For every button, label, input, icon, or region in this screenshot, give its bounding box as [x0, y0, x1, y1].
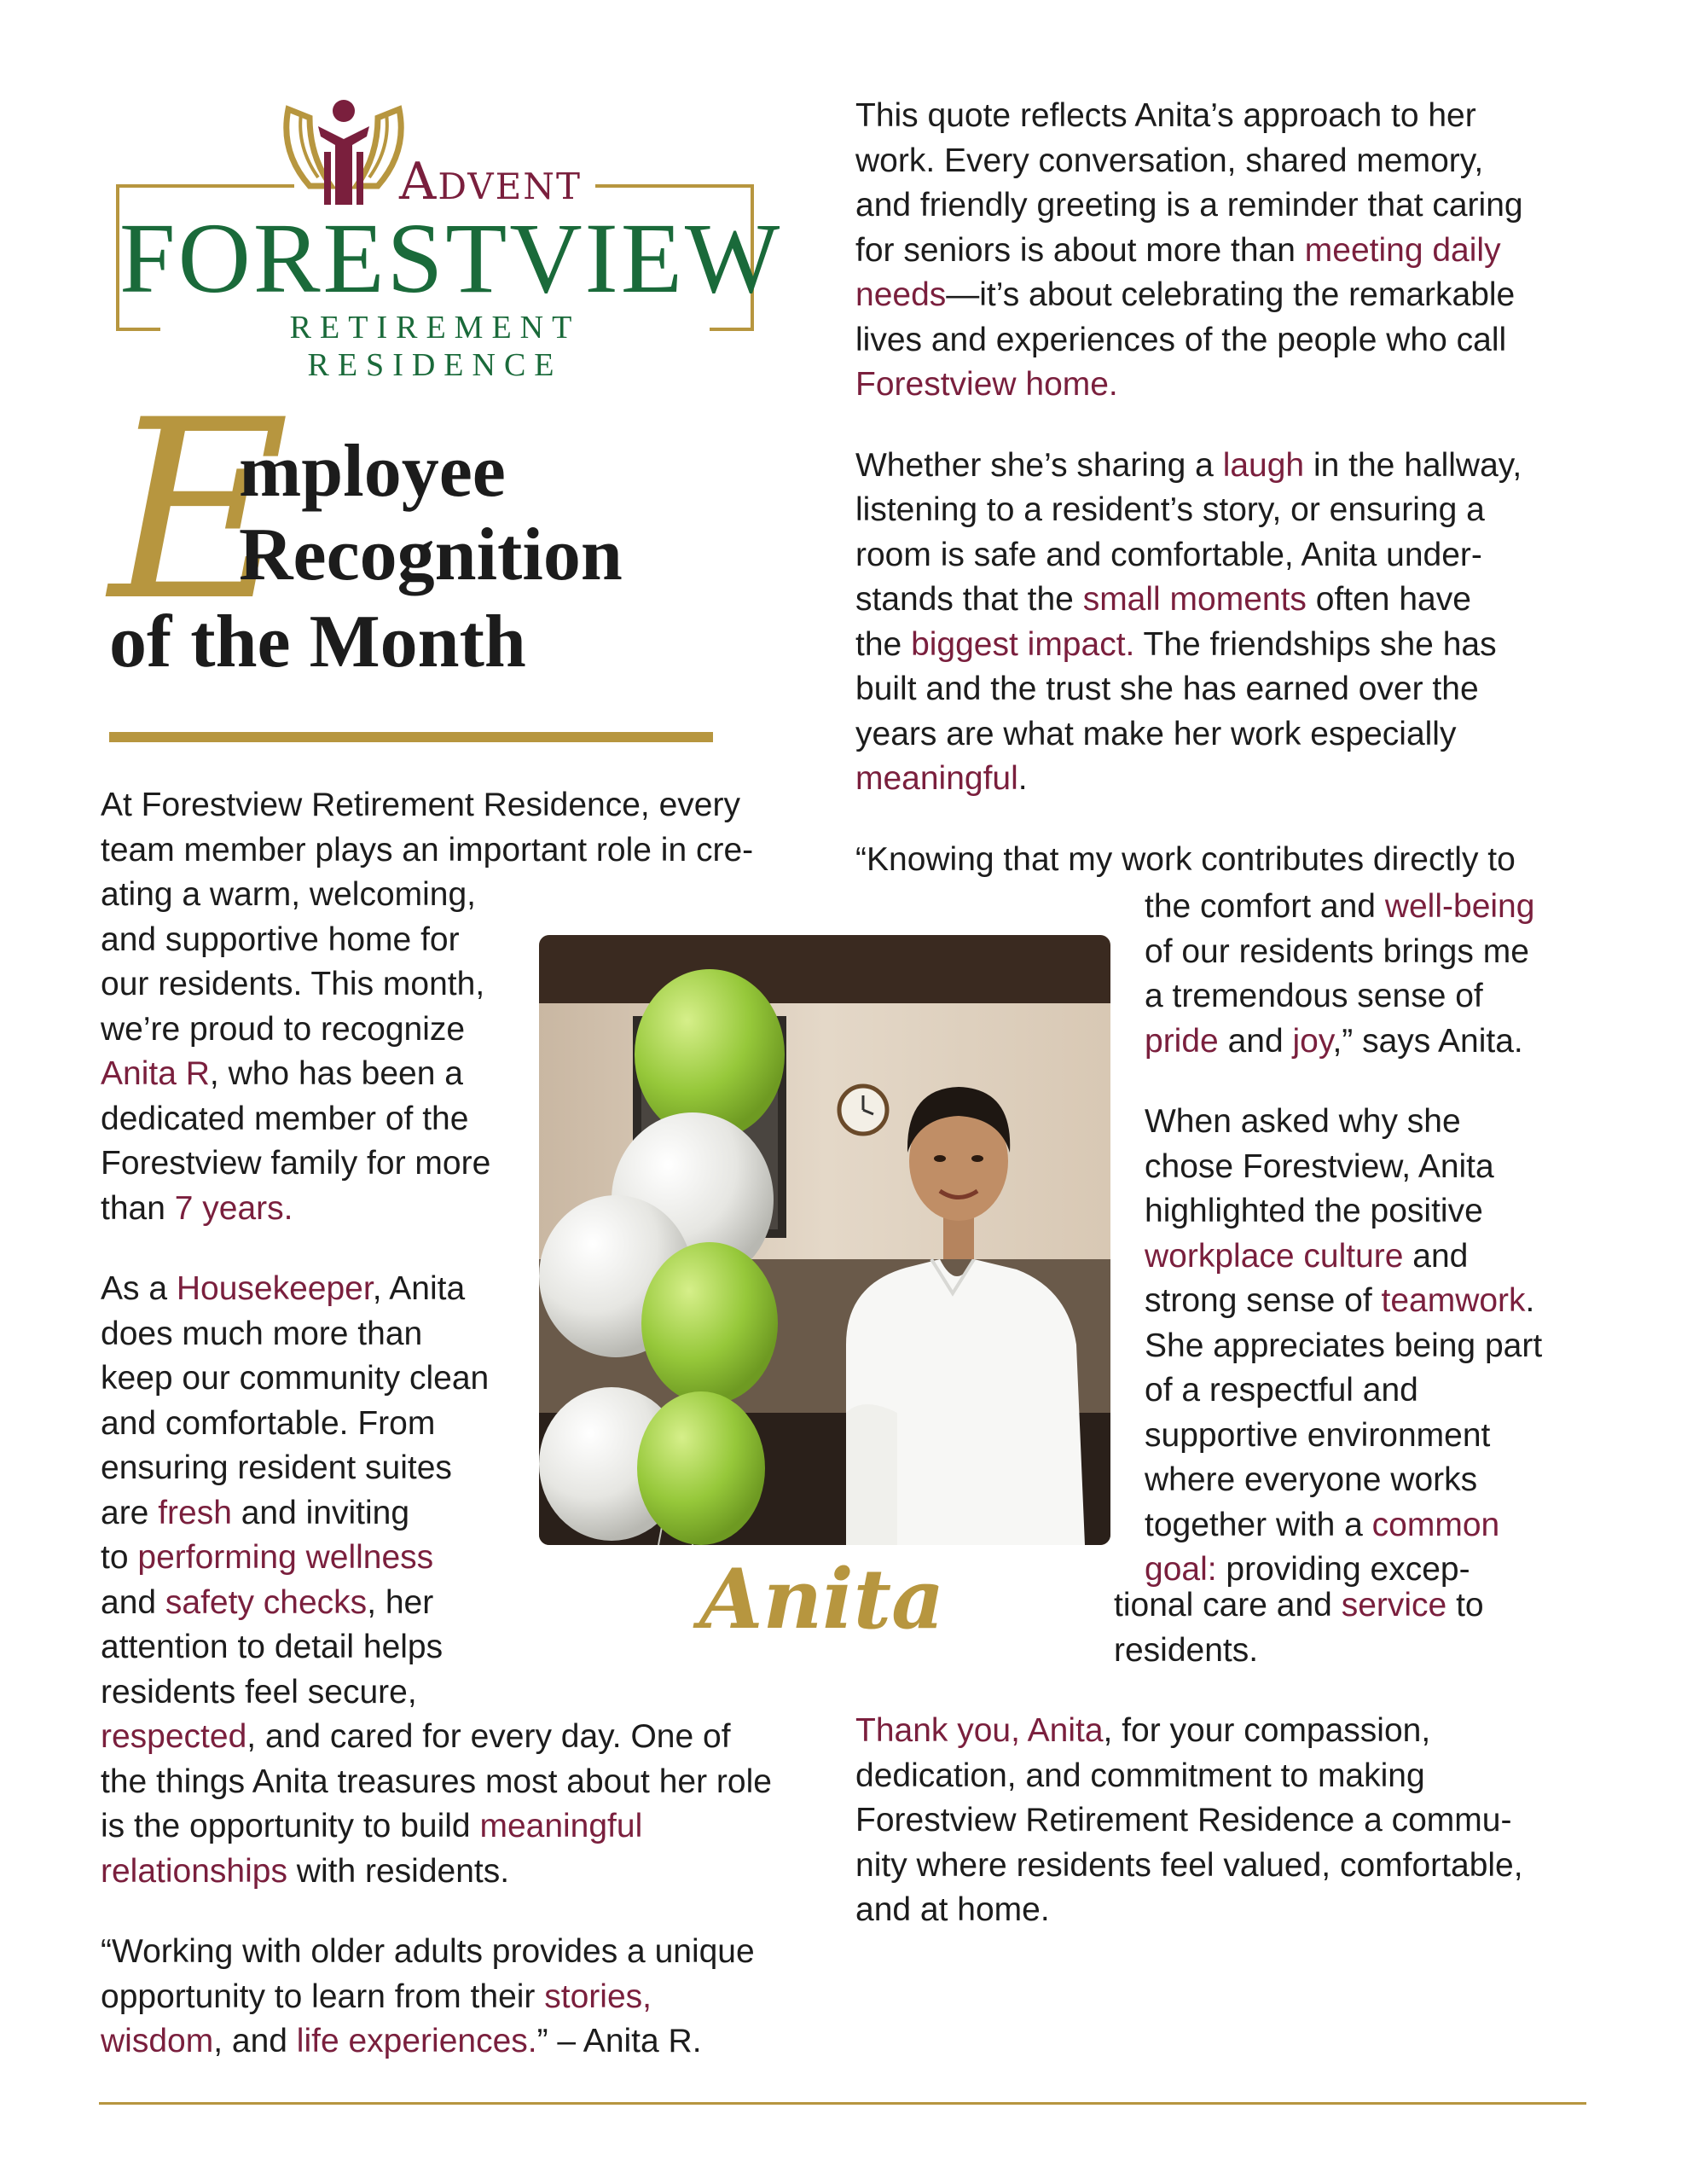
heading-line-2: Recognition [239, 514, 623, 596]
paragraph-line: and at home. [855, 1891, 1050, 1928]
heading-initial: E [109, 368, 290, 655]
paragraph-line: our residents. This month, [101, 966, 485, 1002]
paragraph-line: This quote reflects Anita’s approach to her [855, 97, 1476, 134]
paragraph-line: ating a warm, welcoming, [101, 876, 477, 913]
text: As a [101, 1270, 177, 1307]
text: , Anita [372, 1270, 466, 1307]
text: —it’s about celebrating the remarkable [946, 276, 1516, 313]
right-column-top [855, 94, 1523, 882]
paragraph-line: When asked why she [1145, 1103, 1461, 1140]
paragraph-line [855, 273, 1523, 318]
paragraph-line [1145, 1503, 1542, 1548]
logo-brand-main: FORESTVIEW [119, 202, 783, 314]
text: ” – Anita R. [536, 2023, 702, 2059]
highlight: meaningful [855, 760, 1018, 797]
paragraph-line: attention to detail helps [101, 1629, 443, 1665]
paragraph-line: “Knowing that my work contributes directly to [855, 840, 1516, 878]
paragraph-line: Forestview home. [855, 366, 1118, 403]
paragraph-line [101, 1267, 772, 1312]
text: and [1218, 1022, 1293, 1060]
logo-mark-icon [271, 92, 416, 212]
paragraph-line: residents feel secure, [101, 1673, 417, 1711]
paragraph-line [101, 1536, 772, 1581]
highlight: Anita R [101, 1055, 210, 1092]
highlight: fresh [158, 1494, 232, 1531]
paragraph-line [101, 1975, 772, 2020]
text: , and [213, 2023, 297, 2059]
text: . [1525, 1282, 1535, 1319]
paragraph-line: we’re proud to recognize [101, 1010, 466, 1048]
highlight: goal: [1145, 1551, 1217, 1588]
paragraph-line [101, 1715, 772, 1760]
paragraph-line: dedicated member of the [101, 1100, 469, 1137]
paragraph-line [101, 1187, 772, 1232]
paragraph-line: Forestview family for more [101, 1145, 491, 1182]
text: Whether she’s sharing a [855, 446, 1223, 484]
paragraph-line: “Working with older adults provides a unique [101, 1933, 755, 1970]
highlight: workplace culture [1145, 1237, 1404, 1275]
text: and [101, 1583, 165, 1621]
paragraph-line: room is safe and comfortable, Anita under- [855, 536, 1482, 573]
paragraph-line: years are what make her work especially [855, 715, 1457, 752]
highlight: well-being [1384, 888, 1535, 925]
text: stands that the [855, 581, 1083, 618]
highlight: common [1371, 1506, 1500, 1543]
footer-divider [99, 2102, 1586, 2105]
text: together with a [1145, 1506, 1372, 1543]
paragraph-line: and comfortable. From [101, 1404, 436, 1442]
heading-line-1: mployee [239, 430, 506, 513]
highlight: wisdom [101, 2023, 214, 2059]
text: to [101, 1539, 138, 1576]
paragraph-line [1145, 885, 1542, 930]
text: The friendships she has [1134, 625, 1497, 663]
paragraph-line: and friendly greeting is a reminder that caring [855, 187, 1523, 224]
logo-brand-top: Advent [399, 152, 583, 212]
text: providing excep- [1216, 1551, 1470, 1588]
text: opportunity to learn from their [101, 1978, 545, 2015]
logo [101, 92, 783, 383]
text: . [1017, 760, 1028, 797]
right-column-wrap [1145, 885, 1542, 1593]
paragraph-line: listening to a resident’s story, or ensuring a [855, 491, 1485, 528]
paragraph-line [855, 578, 1523, 623]
paragraph-line: highlighted the positive [1145, 1193, 1483, 1229]
paragraph-line [855, 444, 1523, 489]
text: are [101, 1494, 159, 1531]
text: and inviting [231, 1494, 410, 1531]
highlight: joy [1292, 1022, 1333, 1060]
text: the [855, 625, 912, 663]
paragraph-line [1145, 1019, 1542, 1065]
paragraph-line: where everyone works [1145, 1461, 1478, 1498]
highlight: Thank you, Anita [855, 1712, 1104, 1749]
highlight: pride [1145, 1022, 1219, 1060]
left-column [101, 783, 772, 2065]
paragraph-line: work. Every conversation, shared memory, [855, 142, 1484, 179]
highlight: 7 years. [174, 1189, 293, 1227]
paragraph-line: a tremendous sense of [1145, 978, 1483, 1014]
highlight: small moments [1082, 581, 1307, 618]
logo-brand-sub: RETIREMENT RESIDENCE [289, 310, 581, 383]
text: and [1403, 1237, 1469, 1275]
paragraph-line: supportive environment [1145, 1416, 1491, 1454]
text: tional care and [1114, 1587, 1342, 1623]
paragraph-line [855, 229, 1523, 274]
paragraph-line [101, 1581, 772, 1626]
paragraph-line: lives and experiences of the people who call [855, 321, 1507, 358]
paragraph-line: the things Anita treasures most about her role [101, 1763, 772, 1800]
paragraph-line [101, 1052, 772, 1097]
paragraph-line: does much more than [101, 1315, 423, 1352]
paragraph-line: of a respectful and [1145, 1372, 1418, 1409]
text: with residents. [287, 1852, 510, 1890]
text: in the hallway, [1304, 446, 1522, 484]
paragraph-line [855, 757, 1523, 802]
paragraph-line: built and the trust she has earned over the [855, 671, 1479, 707]
text: , and cared for every day. One of [246, 1718, 731, 1755]
text: , who has been a [209, 1055, 463, 1092]
highlight: stories, [544, 1978, 652, 2015]
text: , for your compassion, [1103, 1712, 1431, 1749]
paragraph-line: She appreciates being part [1145, 1327, 1543, 1364]
paragraph-line: team member plays an important role in cre- [101, 831, 754, 868]
text: the comfort and [1145, 888, 1385, 925]
highlight: Housekeeper [176, 1270, 373, 1307]
paragraph-line: dedication, and commitment to making [855, 1757, 1425, 1794]
paragraph-line [101, 1491, 772, 1536]
text: strong sense of [1145, 1282, 1382, 1319]
text: ,” says Anita. [1332, 1022, 1523, 1060]
right-column-bottom [1114, 1583, 1484, 1673]
highlight: performing wellness [137, 1539, 434, 1576]
paragraph-line: residents. [1114, 1631, 1259, 1669]
highlight: relationships [101, 1852, 287, 1890]
highlight: meeting daily [1304, 231, 1501, 269]
highlight: service [1341, 1587, 1447, 1623]
paragraph-line [101, 1804, 772, 1850]
paragraph-line: Forestview Retirement Residence a commu- [855, 1802, 1512, 1838]
highlight: needs [855, 276, 947, 313]
paragraph-line: of our residents brings me [1145, 932, 1529, 970]
highlight: meaningful [479, 1808, 643, 1844]
text: to [1446, 1587, 1484, 1623]
paragraph-line: nity where residents feel valued, comfortable, [855, 1846, 1523, 1884]
highlight: teamwork [1381, 1282, 1526, 1319]
paragraph-line [855, 623, 1523, 668]
paragraph-line: At Forestview Retirement Residence, every [101, 787, 740, 823]
paragraph-line [101, 2019, 772, 2065]
highlight: laugh [1222, 446, 1305, 484]
text: , her [367, 1583, 434, 1621]
highlight: respected [101, 1718, 247, 1755]
employee-signature: Anita [699, 1551, 945, 1647]
text: is the opportunity to build [101, 1808, 480, 1844]
paragraph-line: and supportive home for [101, 921, 460, 958]
heading-divider [109, 732, 713, 742]
heading-line-3: of the Month [109, 601, 526, 683]
highlight: safety checks [165, 1583, 368, 1621]
highlight: biggest impact. [911, 625, 1135, 663]
text: than [101, 1189, 175, 1227]
paragraph-line [1145, 1234, 1542, 1280]
text: often have [1306, 581, 1471, 618]
paragraph-line [855, 1709, 1523, 1754]
text: for seniors is about more than [855, 231, 1305, 269]
paragraph-line [101, 1850, 772, 1895]
paragraph-line [1114, 1583, 1484, 1629]
paragraph-line: ensuring resident suites [101, 1449, 452, 1486]
paragraph-line: chose Forestview, Anita [1145, 1147, 1494, 1185]
paragraph-line: keep our community clean [101, 1360, 490, 1397]
highlight: life experiences. [296, 2023, 537, 2059]
right-column-closing [855, 1709, 1523, 1933]
paragraph-line [1145, 1279, 1542, 1324]
